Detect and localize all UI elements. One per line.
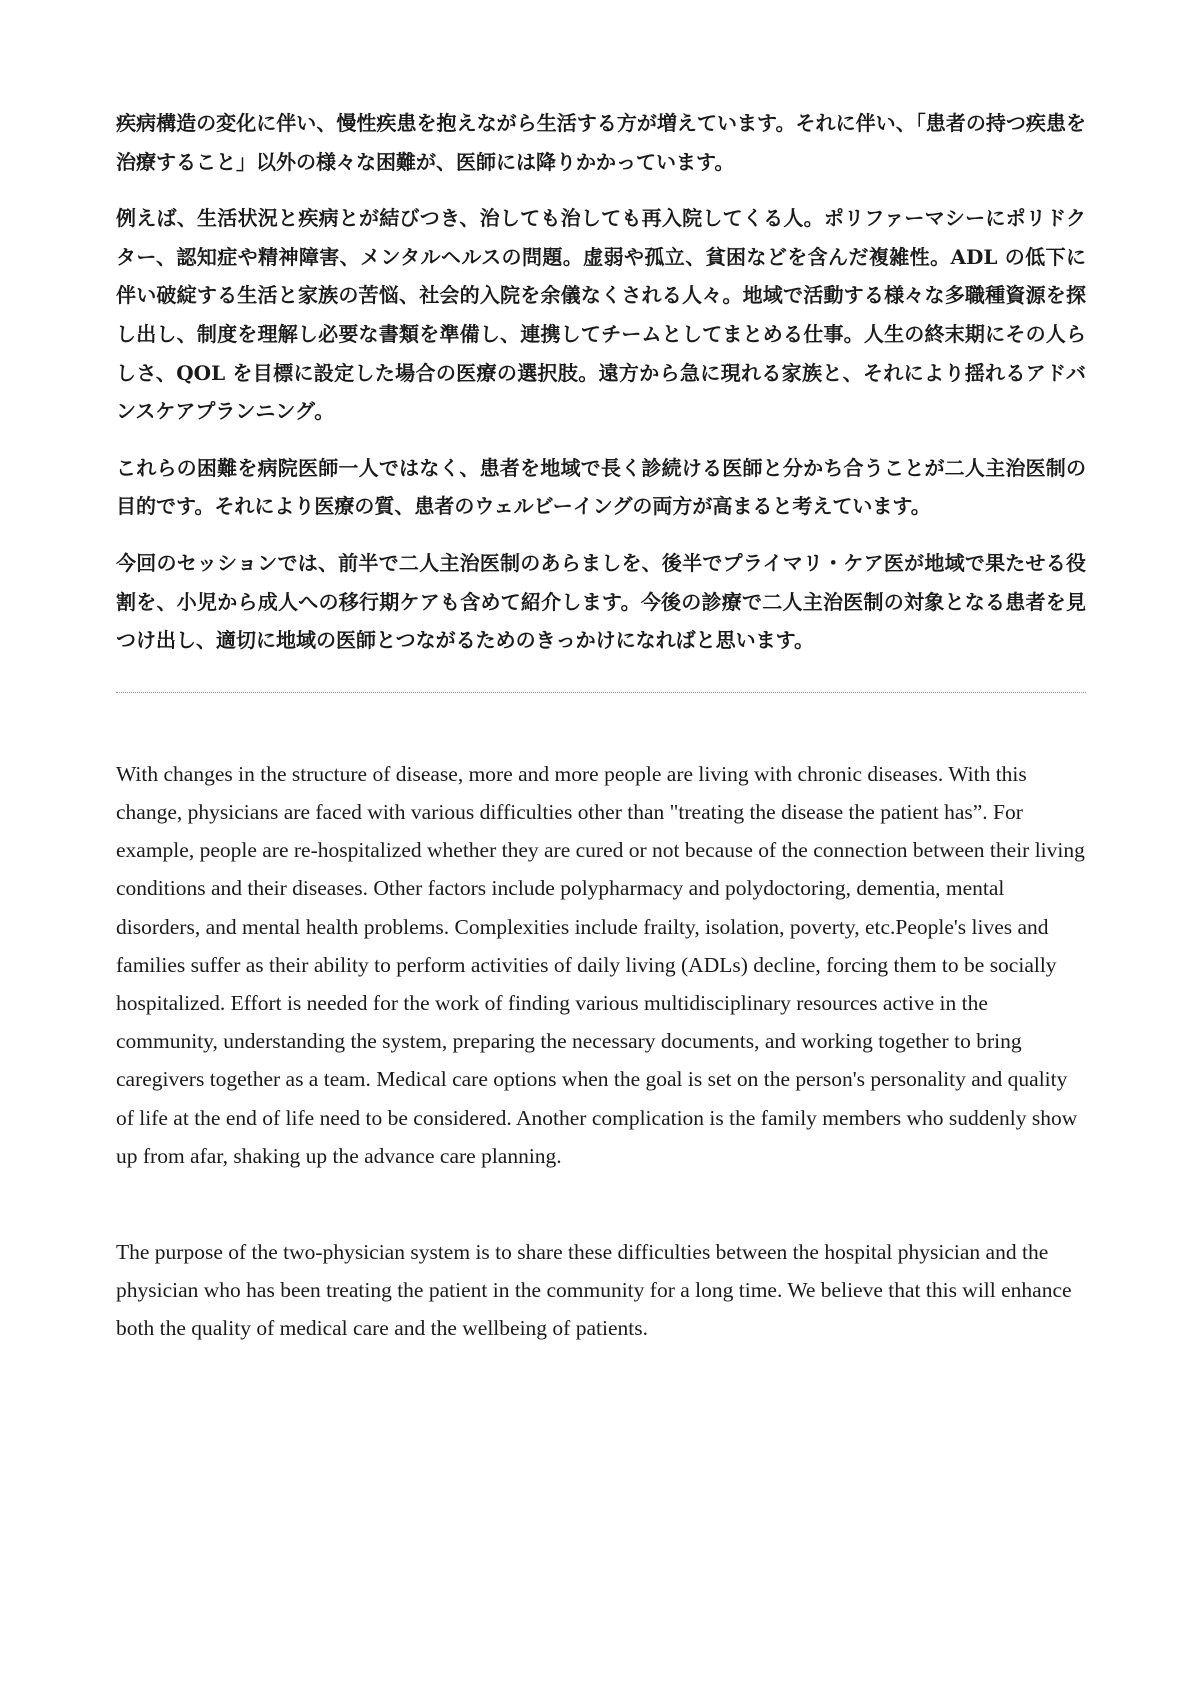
english-section (116, 755, 1086, 1348)
english-paragraph-2: The purpose of the two-physician system is to share these difficulties between the hospital physician and the physician who has been treating the patient in the community for a long time. We believe that this will enhance both the quality of medical care and the wellbeing of patients. (116, 1239, 1072, 1341)
japanese-paragraph-3: これらの困難を病院医師一人ではなく、患者を地域で長く診続ける医師と分かち合うことが二人主治医制の目的です。それにより医療の質、患者のウェルビーイングの両方が高まると考えています。 (116, 455, 1086, 519)
document-page (116, 104, 1086, 1406)
section-divider (116, 692, 1086, 693)
japanese-section (116, 104, 1086, 660)
japanese-paragraph-4: 今回のセッションでは、前半で二人主治医制のあらましを、後半でプライマリ・ケア医が地域で果たせる役割を、小児から成人への移行期ケアも含めて紹介します。今後の診療で二人主治医制の対象となる患者を見つけ出し、適切に地域の医師とつながるためのきっかけになればと思います。 (116, 550, 1086, 653)
english-paragraph-1: With changes in the structure of disease, more and more people are living with chronic diseases. With this change, physicians are faced with various difficulties other than "treating the disease the patient has”. For example, people are re-hospitalized whether they are cured or not because of the connection between their living conditions and their diseases. Other factors include polypharmacy and polydoctoring, dementia, mental disorders, and mental health problems. Complexities include frailty, isolation, poverty, etc.People's lives and families suffer as their ability to perform activities of daily living (ADLs) decline, forcing them to be socially hospitalized. Effort is needed for the work of finding various multidisciplinary resources active in the community, understanding the system, preparing the necessary documents, and working together to bring caregivers together as a team. Medical care options when the goal is set on the person's personality and quality of life at the end of life need to be considered. Another complication is the family members who suddenly show up from afar, shaking up the advance care planning. (116, 761, 1085, 1168)
japanese-paragraph-1: 疾病構造の変化に伴い、慢性疾患を抱えながら生活する方が増えています。それに伴い、「患者の持つ疾患を治療すること」以外の様々な困難が、医師には降りかかっています。 (116, 111, 1086, 174)
japanese-paragraph-2: 例えば、生活状況と疾病とが結びつき、治しても治しても再入院してくる人。ポリファーマシーにポリドクター、認知症や精神障害、メンタルヘルスの問題。虚弱や孤立、貧困などを含んだ複雑性。ADL の低下に伴い破綻する生活と家族の苦悩、社会的入院を余儀なくされる人々。地域で活動する様々な多職種資源を探し出し、制度を理解し必要な書類を準備し、連携してチームとしてまとめる仕事。人生の終末期にその人らしさ、QOL を目標に設定した場合の医療の選択肢。遠方から急に現れる家族と、それにより揺れるアドバンスケアプランニング。 (116, 206, 1086, 424)
